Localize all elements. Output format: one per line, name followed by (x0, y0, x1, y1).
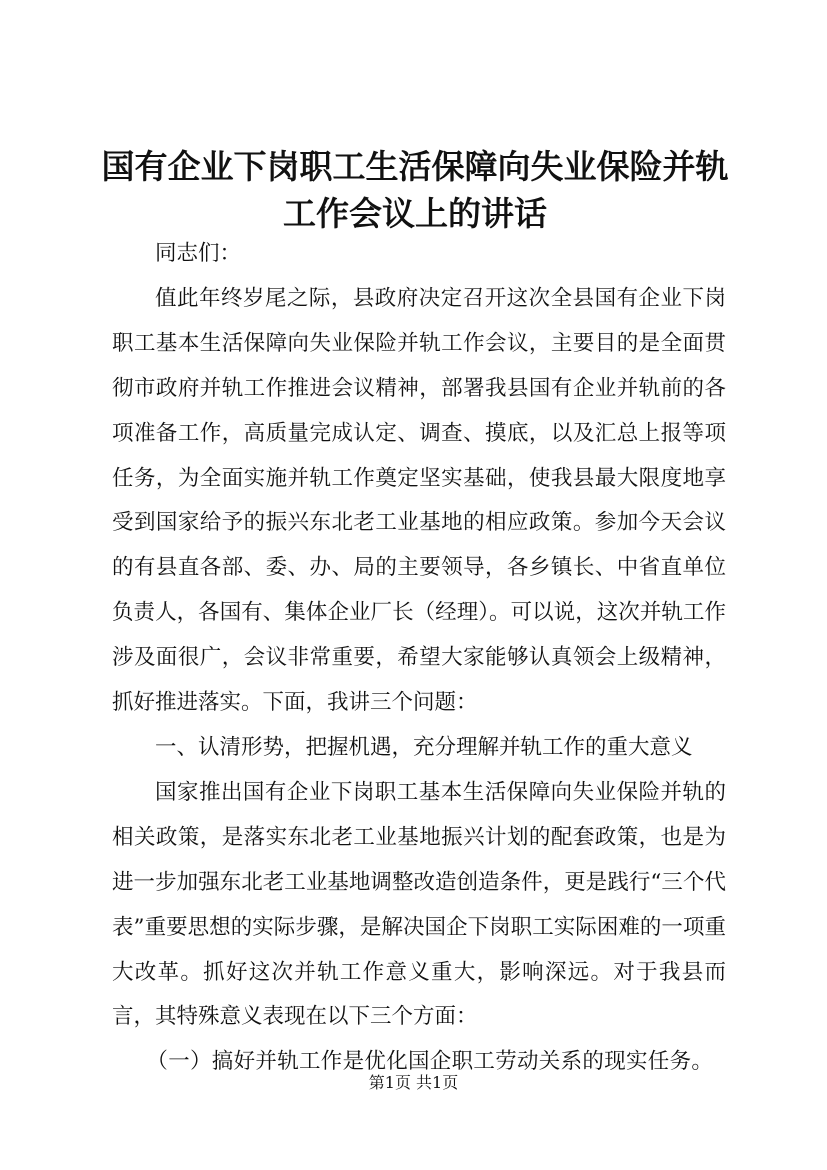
document-body (112, 232, 726, 1085)
section-heading: 一、认清形势，把握机遇，充分理解并轨工作的重大意义 (155, 734, 693, 760)
page-footer: 第1页 共1页 (368, 1073, 459, 1092)
body-paragraph: 国家推出国有企业下岗职工基本生活保障向失业保险并轨的相关政策，是落实东北老工业基地振兴计划的配套政策，也是为进一步加强东北老工业基地调整改造创造条件，更是践行“三个代表”重要思想的实际步骤，是解决国企下岗职工实际困难的一项重大改革。抓好这次并轨工作意义重大，影响深远。对于我县而言，其特殊意义表现在以下三个方面： (112, 779, 726, 1030)
body-paragraph: 值此年终岁尾之际，县政府决定召开这次全县国有企业下岗职工基本生活保障向失业保险并轨工作会议，主要目的是全面贯彻市政府并轨工作推进会议精神，部署我县国有企业并轨前的各项准备工作，高质量完成认定、调查、摸底，以及汇总上报等项任务，为全面实施并轨工作奠定坚实基础，使我县最大限度地享受到国家给予的振兴东北老工业基地的相应政策。参加今天会议的有县直各部、委、办、局的主要领导，各乡镇长、中省直单位负责人，各国有、集体企业厂长（经理）。可以说，这次并轨工作涉及面很广，会议非常重要，希望大家能够认真领会上级精神，抓好推进落实。下面，我讲三个问题： (112, 285, 726, 716)
salutation: 同志们： (155, 241, 242, 266)
subsection-heading: （一）搞好并轨工作是优化国企职工劳动关系的现实任务。 (146, 1049, 714, 1075)
document-title: 国有企业下岗职工生活保障向失业保险并轨工作会议上的讲话 (101, 147, 729, 233)
